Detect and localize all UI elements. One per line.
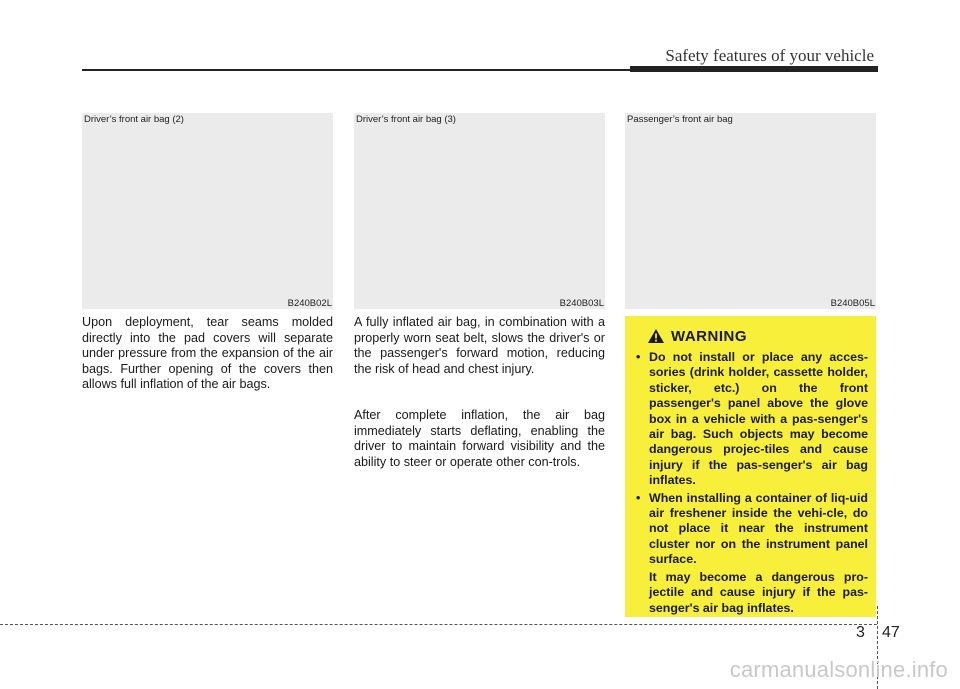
body-paragraph: Upon deployment, tear seams molded directly into the pad covers will separate under pressure from the expansion of the air bags. Further opening of the covers then allows full inflation of the air bags. xyxy=(82,315,333,392)
figure-caption: Passenger’s front air bag xyxy=(627,114,733,125)
figure-caption: Driver’s front air bag (2) xyxy=(84,114,184,125)
body-paragraph: After complete inflation, the air bag immediately starts deflating, enabling the driver to maintain forward visibility and the ability to steer or operate other con-trols. xyxy=(354,408,605,469)
warning-header xyxy=(647,326,868,346)
warning-box xyxy=(625,316,876,617)
warning-text: When installing a container of liq-uid air freshener inside the vehi-cle, do not place it near the instrument cluster nor on the instrument panel surface. xyxy=(649,490,868,567)
body-paragraph: A fully inflated air bag, in combination with a properly worn seat belt, slows the driver's or the passenger's forward motion, reducing the risk of head and chest injury. xyxy=(354,315,605,376)
header-rule-accent xyxy=(630,66,878,72)
warning-text-continued: It may become a dangerous pro-jectile and cause injury if the pas-senger's air bag inflates. xyxy=(649,569,868,615)
watermark: carmanualsonline.info xyxy=(729,657,948,682)
warning-item xyxy=(635,350,868,489)
warning-triangle-icon xyxy=(647,328,665,344)
figure-code: B240B03L xyxy=(559,298,604,309)
figure-code: B240B05L xyxy=(830,298,875,309)
warning-list xyxy=(635,350,868,616)
page-number: 47 xyxy=(882,624,900,641)
figure-passenger-airbag xyxy=(625,113,876,309)
chapter-number: 3 xyxy=(856,624,865,641)
warning-text: Do not install or place any acces-sories (drink holder, cassette holder, sticker, etc.) on the front passenger's panel above the glove box in a vehicle with a pas-senger's air bag. Such objects may become dangerous projec-tiles and cause injury if the pas-senger's air bag inflates. xyxy=(649,350,868,488)
warning-item xyxy=(635,491,868,616)
warning-title: WARNING xyxy=(671,327,747,345)
section-title: Safety features of your vehicle xyxy=(665,46,874,65)
bullet-dot: • xyxy=(636,350,641,364)
figure-code: B240B02L xyxy=(287,298,332,309)
figure-driver-airbag-2 xyxy=(82,113,333,309)
figure-caption: Driver’s front air bag (3) xyxy=(356,114,456,125)
figure-driver-airbag-3 xyxy=(354,113,605,309)
footer-rule xyxy=(0,624,877,625)
bullet-dot: • xyxy=(636,490,641,505)
